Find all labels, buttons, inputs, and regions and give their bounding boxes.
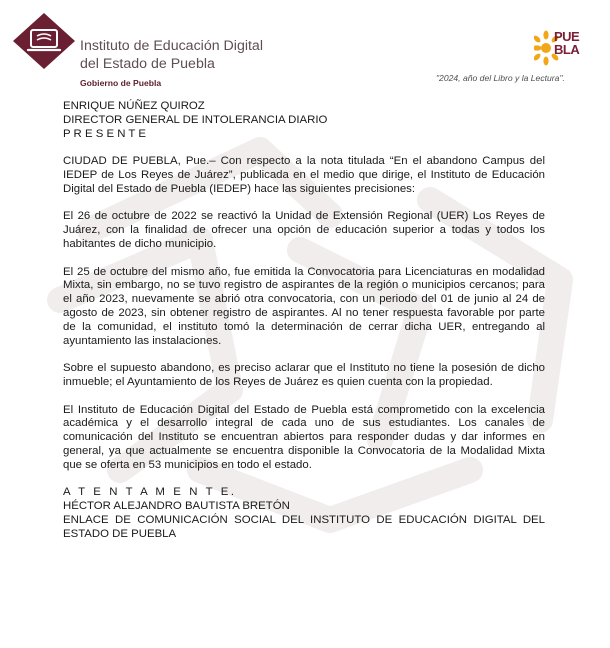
signer-name: HÉCTOR ALEJANDRO BAUTISTA BRETÓN	[63, 500, 290, 513]
paragraph-intro: CIUDAD DE PUEBLA, Pue.– Con respecto a la nota titulada “En el abandono Campus del IEDEP de Los Reyes de Juárez”, publicada en el medio que dirige, el Instituto de Educación Digital del Estado de Puebla (IEDEP) hace las siguientes precisiones:	[63, 155, 545, 195]
recipient-presente: P R E S E N T E	[63, 127, 146, 140]
year-motto: "2024, año del Libro y la Lectura".	[436, 73, 565, 83]
iedep-logo-icon	[12, 12, 76, 70]
signature-block	[63, 486, 545, 541]
government-label: Gobierno de Puebla	[80, 78, 162, 88]
institute-name-line1: Instituto de Educación Digital	[80, 38, 263, 54]
institute-name-line2: del Estado de Puebla	[80, 56, 215, 72]
letter-body	[63, 100, 545, 542]
paragraph-commitment: El Instituto de Educación Digital del Estado de Puebla está comprometido con la excelencia académica y el desarrollo integral de cada uno de sus estudiantes. Los canales de comunicación del Instituto se encuentran abiertos para responder dudas y dar informes en general, ya que actualmente se encuentra disponible la Convocatoria de la Modalidad Mixta que se oferta en 53 municipios en todo el estado.	[63, 403, 545, 471]
paragraph-reactivation: El 26 de octubre de 2022 se reactivó la Unidad de Extensión Regional (UER) Los Reyes de Juárez, con la finalidad de ofrecer una opción de educación superior a todas y todos los habitantes de dicho municipio.	[63, 210, 545, 250]
paragraph-abandono: Sobre el supuesto abandono, es preciso aclarar que el Instituto no tiene la posesión de dicho inmueble; el Ayuntamiento de los Reyes de Juárez es quien cuenta con la propiedad.	[63, 362, 545, 388]
recipient-name: ENRIQUE NÚÑEZ QUIROZ	[63, 100, 205, 112]
recipient-title: DIRECTOR GENERAL DE INTOLERANCIA DIARIO	[63, 113, 328, 126]
paragraph-convocatoria: El 25 de octubre del mismo año, fue emitida la Convocatoria para Licenciaturas en modalidad Mixta, sin embargo, no se tuvo registro de aspirantes de la región o municipios cercanos; para el año 2023, nuevamente se abrió otra convocatoria, con un periodo del 01 de junio al 24 de agosto de 2023, sin obtener registro de aspirantes. Al no tener respuesta favorable por parte de la comunidad, el instituto tomó la determinación de cerrar dicha UER, entregando al ayuntamiento las instalaciones.	[63, 265, 545, 347]
signer-position: ENLACE DE COMUNICACIÓN SOCIAL DEL INSTITUTO DE EDUCACIÓN DIGITAL DEL ESTADO DE PUEBLA	[63, 513, 545, 540]
recipient-block	[63, 100, 545, 141]
institute-name	[80, 37, 263, 73]
closing-atentamente: A T E N T A M E N T E.	[63, 486, 237, 499]
puebla-wordmark: PUE BLA	[554, 29, 580, 57]
